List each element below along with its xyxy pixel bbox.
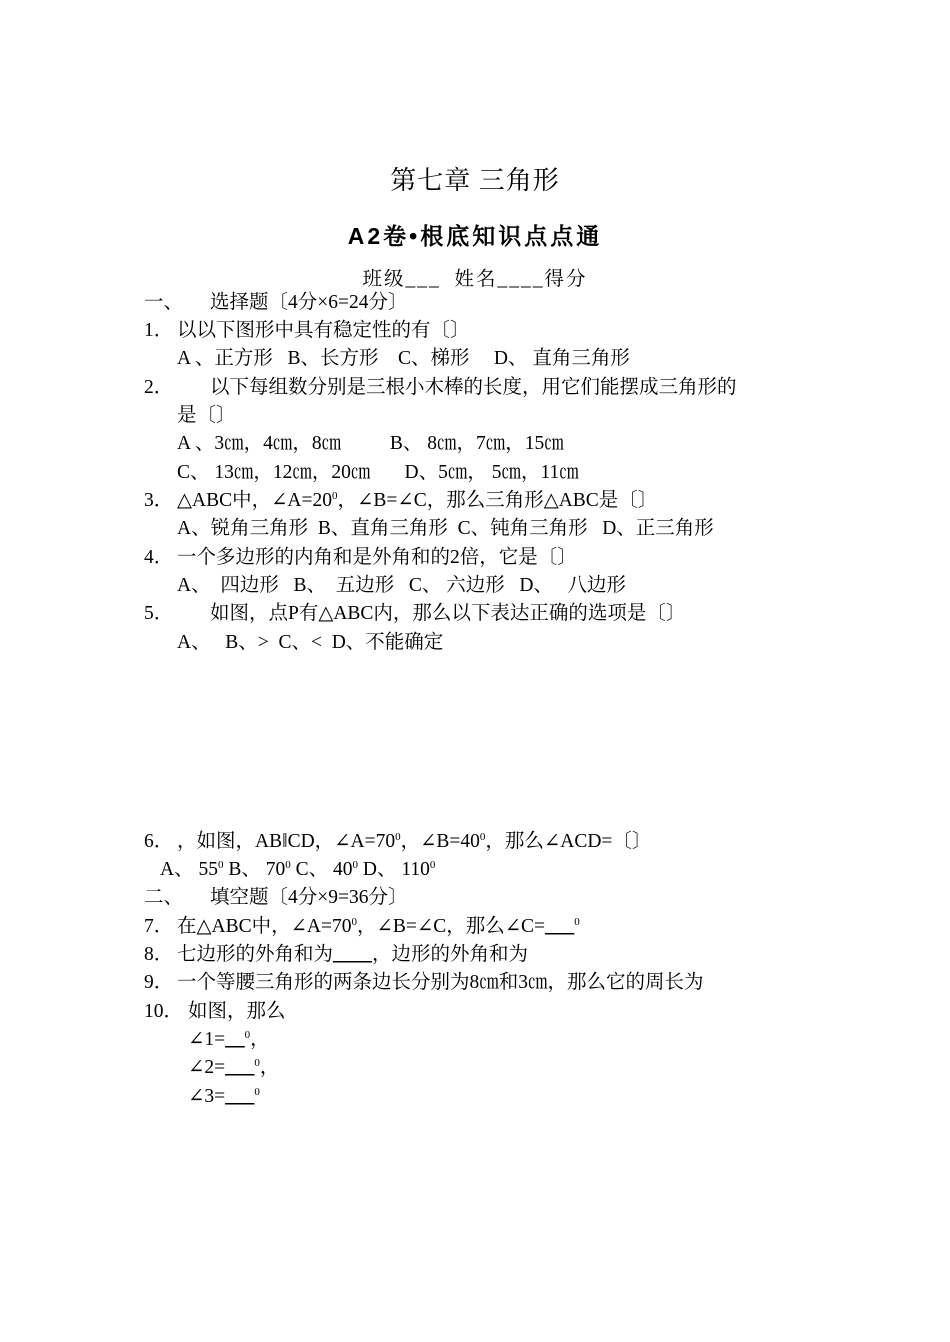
q3-options: A、锐角三角形 B、直角三角形 C、钝角三角形 D、正三角形	[177, 518, 714, 539]
q6-text: ，如图，AB‖CD，$\angle A=70^0$，$\angle B=40^0$，那么∠ACD=〔〕	[177, 831, 652, 852]
q1-text: 以以下图形中具有稳定性的有〔〕	[177, 320, 470, 341]
section1-number: 一、	[144, 292, 184, 313]
q6-options: A、 $55^0$ B、 $70^0$ C、 $40^0$ D、 $110^0$	[160, 859, 436, 880]
q8-number: 8．	[144, 944, 174, 965]
section2-number: 二、	[144, 887, 184, 908]
q10-number: 10．	[144, 1001, 184, 1022]
q5-text: 如图，点P有△ABC内，那么以下表达正确的选项是〔〕	[210, 603, 686, 624]
q7-answer-blank: ___	[545, 916, 575, 937]
q4-number: 4．	[144, 547, 174, 568]
q10-text: 如图，那么	[188, 1001, 286, 1022]
paper-subtitle: A2卷•根底知识点点通	[347, 223, 603, 249]
q2-text: 以下每组数分别是三根小木棒的长度，用它们能摆成三角形的	[210, 377, 737, 398]
q10-angle2-blank: ___	[225, 1057, 255, 1078]
q5-number: 5．	[144, 603, 174, 624]
q7-number: 7．	[144, 916, 174, 937]
q2-text-cont: 是〔〕	[177, 405, 236, 426]
q5-options: A、 B、> C、< D、不能确定	[177, 632, 444, 653]
q1-number: 1．	[144, 320, 174, 341]
q2-number: 2．	[144, 377, 174, 398]
q7-text: 在△ABC中，$\angle A=70^0$，∠B=∠C，那么∠C=___$^0$	[177, 916, 580, 937]
section1-heading: 选择题〔4分×6=24分〕	[210, 292, 408, 313]
q10-angle2: ∠2=___$^0$，	[188, 1057, 280, 1078]
q2-options-cd: C、 13㎝，12㎝，20㎝ D、5㎝， 5㎝，11㎝	[177, 462, 579, 483]
q9-number: 9．	[144, 972, 174, 993]
section2-heading: 填空题〔4分×9=36分〕	[210, 887, 408, 908]
q2-options-ab: A 、3㎝，4㎝，8㎝ B、 8㎝，7㎝，15㎝	[177, 433, 564, 454]
q9-text: 一个等腰三角形的两条边长分别为8㎝和3㎝，那么它的周长为	[177, 972, 704, 993]
q8-text: 七边形的外角和为____，边形的外角和为	[177, 944, 529, 965]
q10-angle3-blank: ___	[225, 1086, 255, 1107]
q8-answer-blank: ____	[333, 944, 373, 965]
q4-text: 一个多边形的内角和是外角和的2倍，它是〔〕	[177, 547, 577, 568]
q6-number: 6．	[144, 831, 174, 852]
student-info-line: 班级___ 姓名____得分	[362, 269, 588, 290]
q3-number: 3．	[144, 490, 174, 511]
q10-angle3: ∠3=___$^0$	[188, 1086, 260, 1107]
q10-angle1: ∠1=__$^0$，	[188, 1029, 270, 1050]
q3-text: △ABC中，$\angle A=20^0$，∠B=∠C，那么三角形△ABC是〔〕	[177, 490, 658, 511]
q1-options: A 、正方形 B、长方形 C、梯形 D、 直角三角形	[177, 348, 630, 369]
chapter-title: 第七章 三角形	[390, 166, 560, 195]
q4-options: A、 四边形 B、 五边形 C、 六边形 D、 八边形	[177, 575, 627, 596]
q10-angle1-blank: __	[225, 1029, 245, 1050]
